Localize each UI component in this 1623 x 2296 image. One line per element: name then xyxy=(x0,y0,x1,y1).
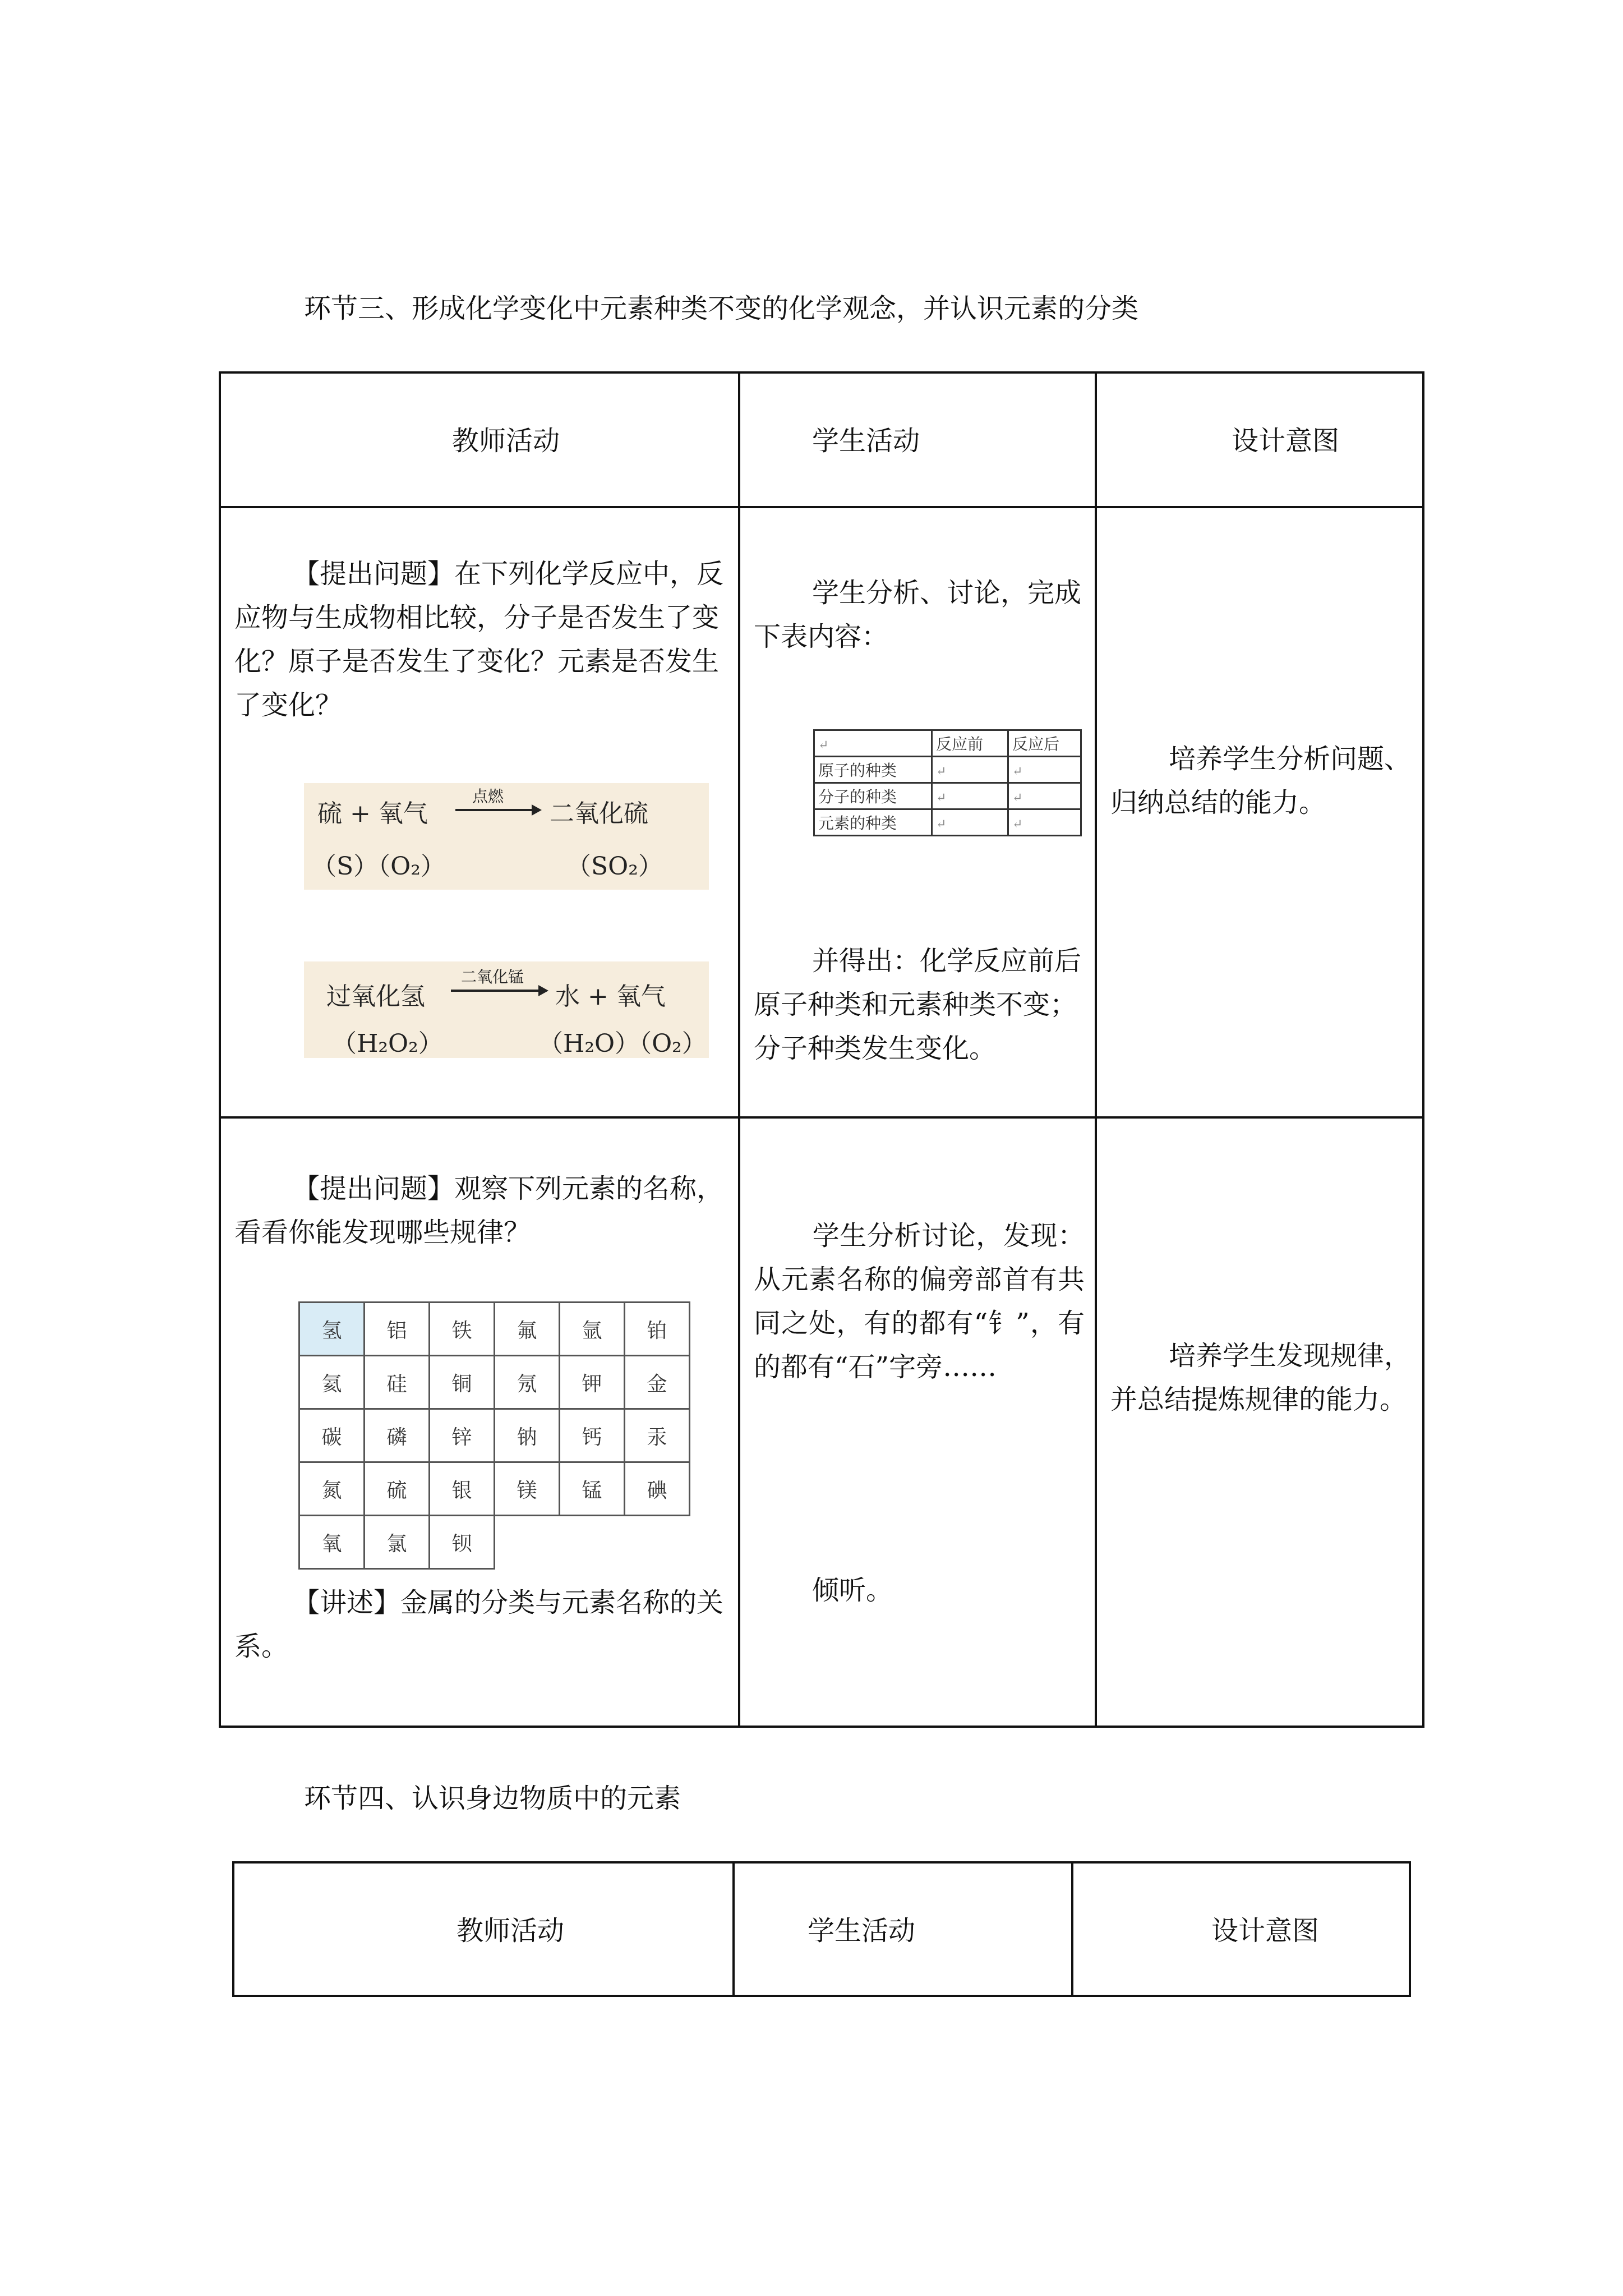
element-cell: 氮 xyxy=(299,1462,365,1516)
row1-teacher-cell xyxy=(220,507,739,1117)
element-cell: 氩 xyxy=(560,1303,625,1356)
section3-table xyxy=(219,371,1424,1728)
element-cell: 铁 xyxy=(430,1303,495,1356)
s4-teacher-header-cell xyxy=(233,1862,734,1996)
element-cell: 氟 xyxy=(495,1303,560,1356)
row1-student-conclusion: 并得出：化学反应前后原子种类和元素种类不变；分子种类发生变化。 xyxy=(754,945,1082,1064)
element-cell: 钾 xyxy=(560,1356,625,1409)
row2-design-cell xyxy=(1096,1117,1423,1727)
mini-cell: ↵ xyxy=(1008,757,1081,783)
row2-student-discovery: 学生分析讨论，发现：从元素名称的偏旁部首有共同之处，有的都有“钅”，有的都有“石”字旁…… xyxy=(754,1220,1085,1383)
s4-design-header-cell xyxy=(1072,1862,1410,1996)
section4-title: 环节四、认识身边物质中的元素 xyxy=(304,1783,681,1814)
element-empty-cell xyxy=(560,1516,625,1569)
row2-design-intent: 培养学生发现规律，并总结提炼规律的能力。 xyxy=(1110,1340,1412,1415)
teacher-header-cell xyxy=(220,372,739,507)
element-cell: 铂 xyxy=(625,1303,690,1356)
mini-cell: ↵ xyxy=(932,783,1008,809)
student-activity-header: 学生活动 xyxy=(812,425,920,457)
element-empty-cell xyxy=(625,1516,690,1569)
element-cell: 氯 xyxy=(365,1516,430,1569)
mini-row-molecule: 分子的种类 xyxy=(814,783,932,809)
element-cell: 氢 xyxy=(299,1303,365,1356)
element-cell: 铝 xyxy=(365,1303,430,1356)
mini-row-element: 元素的种类 xyxy=(814,809,932,836)
row1-student-cell xyxy=(739,507,1096,1117)
element-cell: 钠 xyxy=(495,1409,560,1462)
element-cell: 锰 xyxy=(560,1462,625,1516)
s4-design-intent-header: 设计意图 xyxy=(1211,1915,1320,1947)
reaction-sulfur-image xyxy=(304,783,709,890)
row2-teacher-question: 【提出问题】观察下列元素的名称，看看你能发现哪些规律？ xyxy=(234,1173,724,1248)
element-cell: 磷 xyxy=(365,1409,430,1462)
element-cell: 铜 xyxy=(430,1356,495,1409)
row1-design-cell xyxy=(1096,507,1423,1117)
eq1-product-formula: （SO₂） xyxy=(566,852,663,881)
mini-cell: ↵ xyxy=(1008,783,1081,809)
element-cell: 碳 xyxy=(299,1409,365,1462)
student-header-cell xyxy=(739,372,1096,507)
s4-student-activity-header: 学生活动 xyxy=(808,1915,916,1947)
design-intent-header: 设计意图 xyxy=(1232,425,1340,457)
eq2-arrow xyxy=(451,990,546,992)
element-cell: 氦 xyxy=(299,1356,365,1409)
eq2-product-formulas: （H₂O）（O₂） xyxy=(538,1029,707,1058)
row2-teacher-lecture: 【讲述】金属的分类与元素名称的关系。 xyxy=(234,1587,724,1662)
mini-header-after: 反应后 xyxy=(1008,730,1081,757)
row1-design-intent: 培养学生分析问题、归纳总结的能力。 xyxy=(1110,743,1412,818)
row2-student-listen: 倾听。 xyxy=(812,1575,893,1606)
atom-element-table xyxy=(813,729,1082,836)
row2-teacher-cell xyxy=(220,1117,739,1727)
eq1-reactant-formulas: （S）（O₂） xyxy=(312,852,445,881)
row2-student-cell xyxy=(739,1117,1096,1727)
row1-teacher-question: 【提出问题】在下列化学反应中，反应物与生成物相比较，分子是否发生了变化？原子是否发生了变化？元素是否发生了变化？ xyxy=(234,558,724,721)
element-cell: 钡 xyxy=(430,1516,495,1569)
mini-cell: ↵ xyxy=(932,757,1008,783)
element-cell: 银 xyxy=(430,1462,495,1516)
element-names-table xyxy=(298,1301,690,1570)
element-cell: 汞 xyxy=(625,1409,690,1462)
element-empty-cell xyxy=(495,1516,560,1569)
element-cell: 硫 xyxy=(365,1462,430,1516)
reaction-peroxide-image xyxy=(304,961,709,1058)
design-header-cell xyxy=(1096,372,1423,507)
element-cell: 氖 xyxy=(495,1356,560,1409)
element-cell: 氧 xyxy=(299,1516,365,1569)
eq1-reactants: 硫 + 氧气 xyxy=(317,799,428,828)
mini-cell: ↵ xyxy=(932,809,1008,836)
teacher-activity-header: 教师活动 xyxy=(452,425,560,457)
eq1-arrow xyxy=(455,809,540,811)
s4-teacher-activity-header: 教师活动 xyxy=(457,1915,565,1947)
mini-row-atom: 原子的种类 xyxy=(814,757,932,783)
element-cell: 硅 xyxy=(365,1356,430,1409)
eq1-products: 二氧化硫 xyxy=(550,799,648,828)
eq2-condition: 二氧化锰 xyxy=(461,968,524,986)
element-cell: 碘 xyxy=(625,1462,690,1516)
element-cell: 金 xyxy=(625,1356,690,1409)
eq1-condition: 点燃 xyxy=(472,787,504,806)
eq2-reactant-formula: （H₂O₂） xyxy=(332,1029,443,1058)
element-cell: 钙 xyxy=(560,1409,625,1462)
element-cell: 锌 xyxy=(430,1409,495,1462)
s4-student-header-cell xyxy=(734,1862,1072,1996)
section4-table xyxy=(232,1861,1411,1997)
eq2-products: 水 + 氧气 xyxy=(555,982,666,1011)
row1-student-text1: 学生分析、讨论，完成下表内容： xyxy=(754,577,1082,652)
mini-cell: ↵ xyxy=(1008,809,1081,836)
mini-corner-cell: ↵ xyxy=(814,730,932,757)
section3-title: 环节三、形成化学变化中元素种类不变的化学观念，并认识元素的分类 xyxy=(304,293,1139,324)
element-cell: 镁 xyxy=(495,1462,560,1516)
mini-header-before: 反应前 xyxy=(932,730,1008,757)
eq2-reactant: 过氧化氢 xyxy=(326,982,425,1011)
